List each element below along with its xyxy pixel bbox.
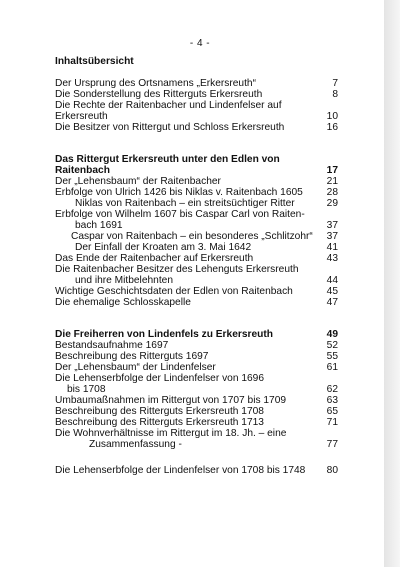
toc-entry[interactable] [55,122,338,133]
toc-entry[interactable] [55,351,338,362]
entry-title: Der „Lehensbaum“ der Lindenfelser [55,362,216,373]
entry-page: 43 [326,253,338,264]
entry-title: Die Lehenserbfolge der Lindenfelser von 1708 bis 1748 [55,465,306,476]
toc-entry[interactable] [55,362,338,373]
toc-entry[interactable] [55,220,338,231]
toc-entry[interactable] [55,100,338,111]
entry-title: Die Lehenserbfolge der Lindenfelser von 1696 [55,373,264,384]
entry-page: 63 [326,395,338,406]
toc-title: Inhaltsübersicht [55,56,134,67]
entry-page: 80 [326,465,338,476]
entry-title: Die Wohnverhältnisse im Rittergut im 18. Jh. – eine [55,428,287,439]
toc-entry[interactable] [55,187,338,198]
page-number: - 4 - [189,38,211,49]
entry-page: 41 [326,242,338,253]
toc-entry[interactable] [55,417,338,428]
toc-entry[interactable] [55,231,338,242]
toc-entry[interactable] [55,286,338,297]
entry-title: Erbfolge von Wilhelm 1607 bis Caspar Carl von Raiten- [55,209,305,220]
entry-title: Beschreibung des Ritterguts 1697 [55,351,209,362]
entry-title: Die Besitzer von Rittergut und Schloss Erkersreuth [55,122,285,133]
toc-entry[interactable] [55,373,338,384]
entry-title: und ihre Mitbelehnten [75,275,173,286]
toc-entry[interactable] [55,465,338,476]
toc-entry[interactable] [55,275,338,286]
entry-title: bach 1691 [75,220,123,231]
section-heading-raitenbach[interactable] [55,154,338,165]
entry-title: Der Einfall der Kroaten am 3. Mai 1642 [75,242,252,253]
entry-page: 61 [326,362,338,373]
entry-title: Beschreibung des Ritterguts Erkersreuth 1713 [55,417,264,428]
toc-entry[interactable] [55,111,338,122]
entry-title: Beschreibung des Ritterguts Erkersreuth 1708 [55,406,264,417]
entry-page: 29 [326,198,338,209]
toc-entry[interactable] [55,198,338,209]
toc-entry[interactable] [55,384,338,395]
section-heading-text: Das Rittergut Erkersreuth unter den Edlen von [55,154,280,165]
toc-entry[interactable] [55,176,338,187]
toc-entry[interactable] [55,395,338,406]
entry-page: 55 [326,351,338,362]
entry-title: bis 1708 [67,384,106,395]
section-heading-lindenfels[interactable] [55,329,338,340]
section-heading-text: Die Freiherren von Lindenfels zu Erkersreuth [55,329,273,340]
section-heading-raitenbach-cont[interactable] [55,165,338,176]
entry-page: 49 [326,329,338,340]
entry-page: 37 [326,231,338,242]
toc-entry[interactable] [55,242,338,253]
entry-page: 77 [326,439,338,450]
toc-entry[interactable] [55,78,338,89]
toc-entry[interactable] [55,297,338,308]
entry-page: 37 [326,220,338,231]
entry-title: Bestandsaufnahme 1697 [55,340,169,351]
entry-title: Caspar von Raitenbach – ein besonderes „Schlitzohr“ [71,231,313,242]
toc-entry[interactable] [55,428,338,439]
entry-title: Der „Lehensbaum“ der Raitenbacher [55,176,221,187]
entry-page: 16 [326,122,338,133]
entry-page: 21 [326,176,338,187]
toc-entry[interactable] [55,253,338,264]
section-heading-text: Raitenbach [55,165,110,176]
toc-entry[interactable] [55,439,338,450]
entry-page: 17 [326,165,338,176]
toc-entry[interactable] [55,209,338,220]
entry-page: 44 [326,275,338,286]
entry-title: Zusammenfassung - [89,439,182,450]
toc-entry[interactable] [55,406,338,417]
entry-page: 62 [326,384,338,395]
entry-page: 65 [326,406,338,417]
toc-entry[interactable] [55,264,338,275]
entry-title: Der Ursprung des Ortsnamens „Erkersreuth“ [55,78,256,89]
entry-page: 71 [326,417,338,428]
table-of-contents [55,56,338,476]
entry-page: 7 [332,78,338,89]
entry-title: Die Sonderstellung des Ritterguts Erkersreuth [55,89,263,100]
entry-title: Wichtige Geschichtsdaten der Edlen von Raitenbach [55,286,293,297]
entry-page: 47 [326,297,338,308]
entry-page: 10 [326,111,338,122]
entry-title: Die ehemalige Schlosskapelle [55,297,191,308]
entry-page: 45 [326,286,338,297]
entry-title: Erkersreuth [55,111,108,122]
entry-title: Erbfolge von Ulrich 1426 bis Niklas v. Raitenbach 1605 [55,187,303,198]
entry-title: Niklas von Raitenbach – ein streitsüchtiger Ritter [75,198,295,209]
entry-page: 52 [326,340,338,351]
entry-page: 28 [326,187,338,198]
toc-entry[interactable] [55,340,338,351]
entry-title: Umbaumaßnahmen im Rittergut von 1707 bis 1709 [55,395,287,406]
entry-page: 8 [332,89,338,100]
entry-title: Das Ende der Raitenbacher auf Erkersreuth [55,253,254,264]
toc-entry[interactable] [55,89,338,100]
entry-title: Die Raitenbacher Besitzer des Lehenguts Erkersreuth [55,264,299,275]
entry-title: Die Rechte der Raitenbacher und Lindenfelser auf [55,100,282,111]
page-edge-shadow [384,0,400,567]
